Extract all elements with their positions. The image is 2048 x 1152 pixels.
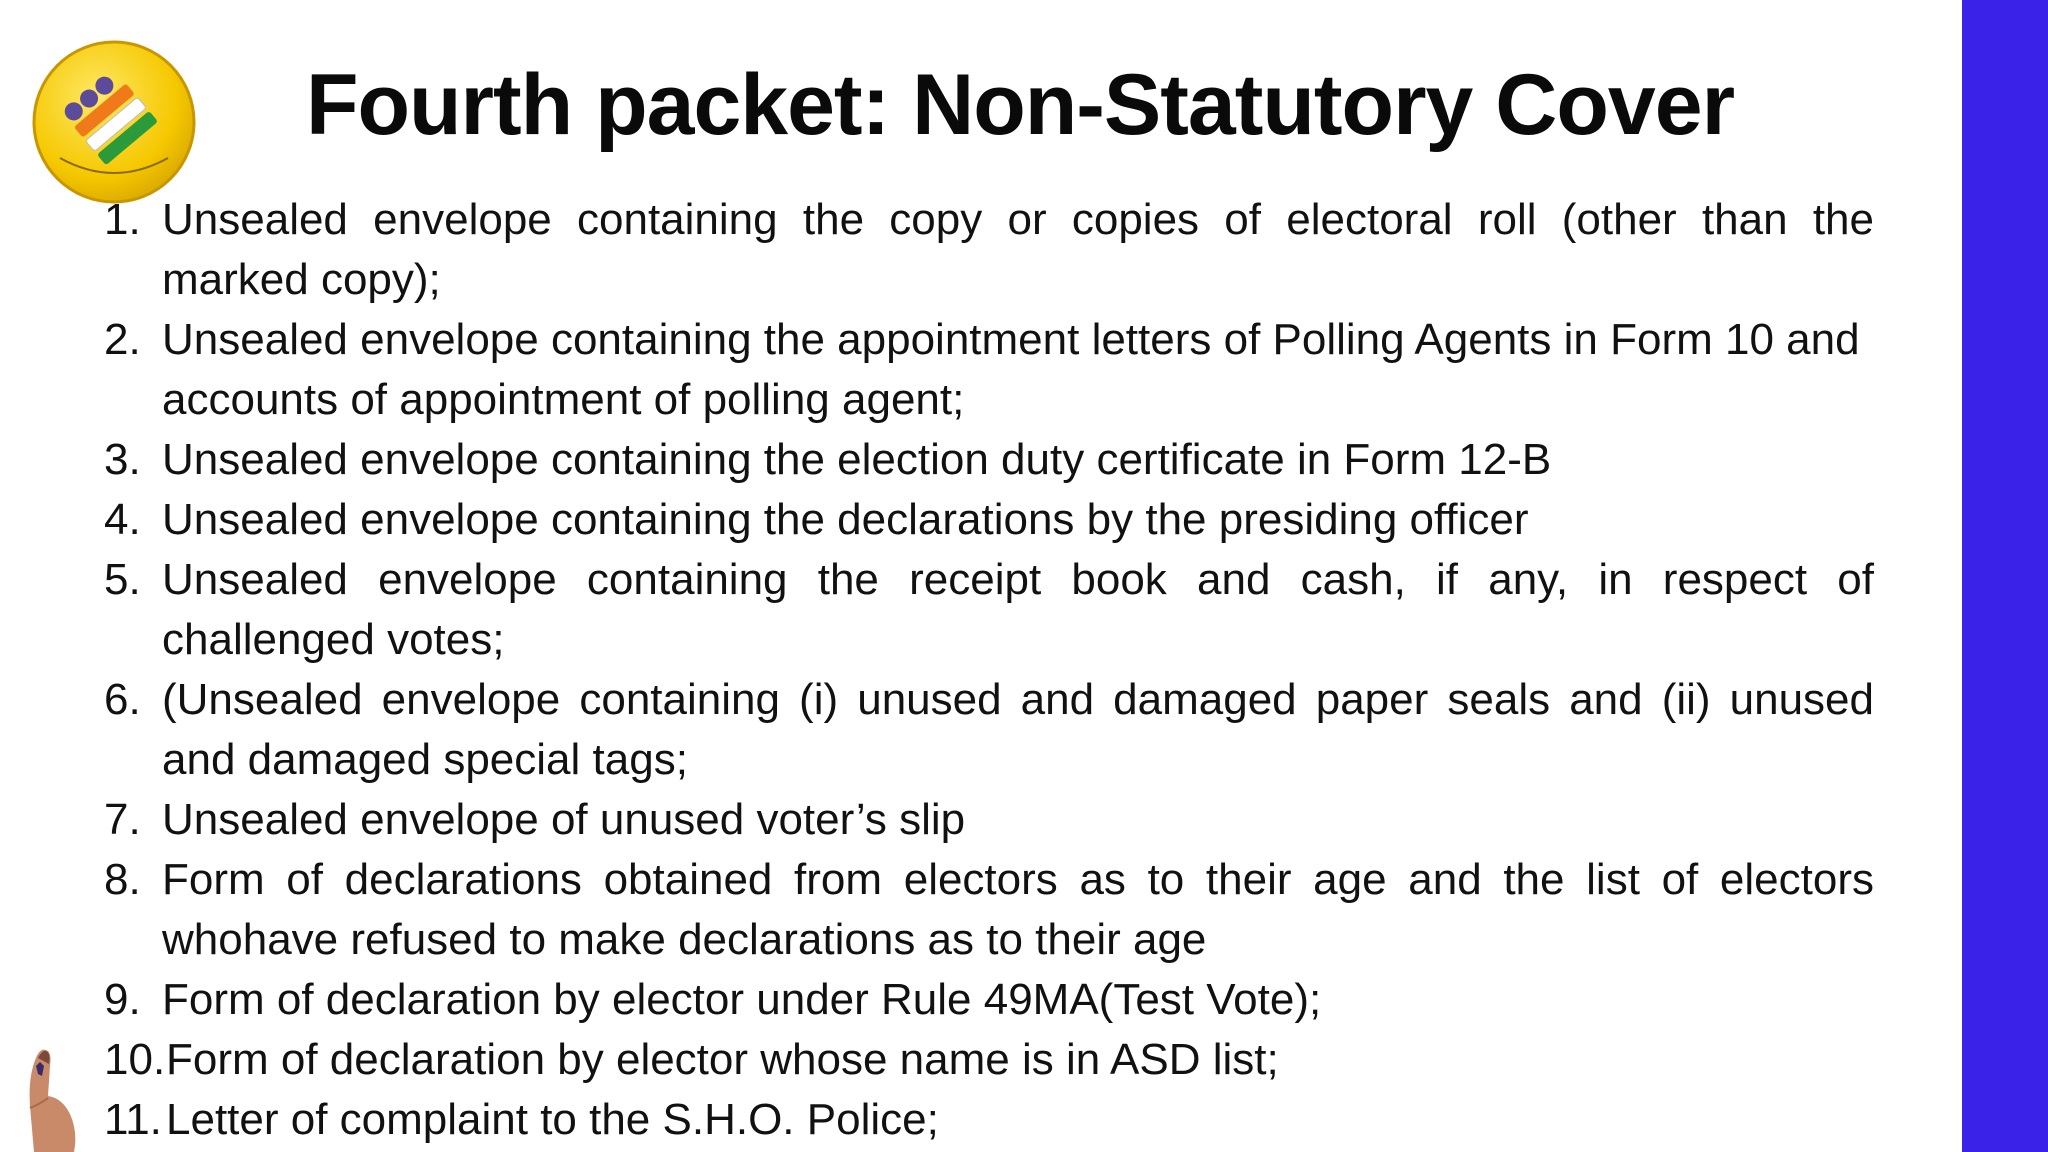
inked-finger-icon — [0, 1036, 84, 1152]
item-text: Letter of complaint to the S.H.O. Police; — [166, 1095, 939, 1144]
item-number: 6. — [104, 675, 141, 724]
item-number: 8. — [104, 855, 141, 904]
list-item — [0, 670, 1962, 790]
item-number: 3. — [104, 435, 141, 484]
item-number: 5. — [104, 555, 141, 604]
item-text: Unsealed envelope containing the copy or copies of electoral roll (other than the marked copy); — [162, 195, 1874, 304]
item-number: 7. — [104, 795, 141, 844]
item-text: Form of declarations obtained from electors as to their age and the list of electors whohave refused to make declarations as to their age — [162, 855, 1874, 964]
list-item — [0, 190, 1962, 310]
item-number: 9. — [104, 975, 141, 1024]
packet-contents-list — [0, 190, 1962, 1150]
list-item — [0, 1030, 1962, 1090]
item-text: (Unsealed envelope containing (i) unused and damaged paper seals and (ii) unused and damaged special tags; — [162, 675, 1874, 784]
item-text: Unsealed envelope containing the appointment letters of Polling Agents in Form 10 and accounts of appointment of polling agent; — [162, 315, 1860, 424]
item-text: Unsealed envelope containing the declarations by the presiding officer — [162, 495, 1529, 544]
item-number: 4. — [104, 495, 141, 544]
page-title: Fourth packet: Non-Statutory Cover — [305, 57, 1735, 153]
item-text: Unsealed envelope containing the receipt book and cash, if any, in respect of challenged votes; — [162, 555, 1874, 664]
item-text: Unsealed envelope of unused voter’s slip — [162, 795, 966, 844]
list-item — [0, 550, 1962, 670]
list-item — [0, 790, 1962, 850]
election-commission-logo-icon — [30, 38, 198, 206]
list-item — [0, 850, 1962, 970]
item-number: 10. — [104, 1035, 166, 1084]
list-item — [0, 1090, 1962, 1150]
list-item — [0, 430, 1962, 490]
item-number: 11. — [104, 1095, 162, 1144]
item-text: Form of declaration by elector whose name is in ASD list; — [166, 1035, 1279, 1084]
item-text: Form of declaration by elector under Rule 49MA(Test Vote); — [162, 975, 1322, 1024]
item-number: 1. — [104, 195, 141, 244]
list-item — [0, 310, 1962, 430]
item-number: 2. — [104, 315, 141, 364]
accent-side-bar — [1962, 0, 2048, 1152]
list-item — [0, 970, 1962, 1030]
list-item — [0, 490, 1962, 550]
item-text: Unsealed envelope containing the election duty certificate in Form 12-B — [162, 435, 1552, 484]
